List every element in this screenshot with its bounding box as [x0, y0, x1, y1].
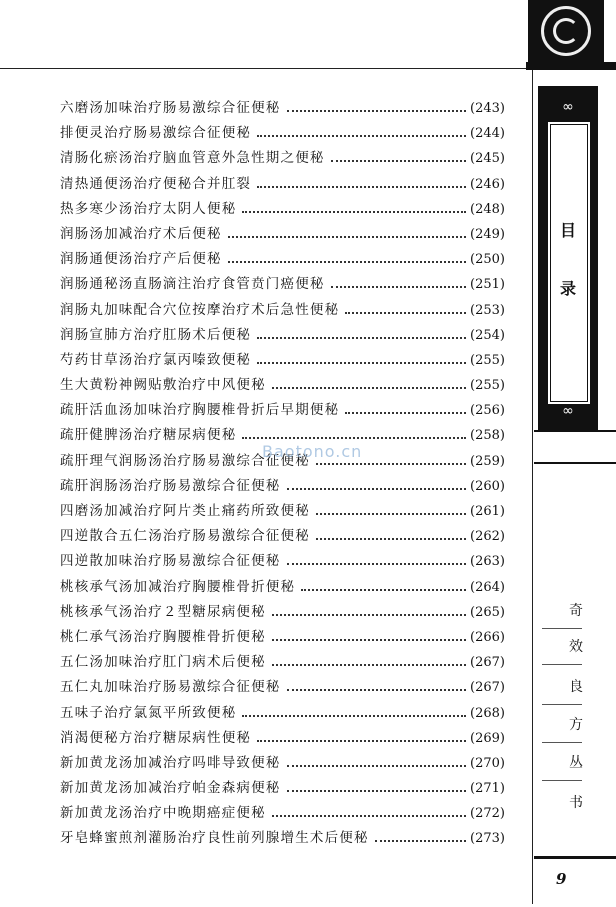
toc-leader-dots: [272, 613, 466, 616]
toc-entry-page: (251): [470, 277, 505, 293]
toc-entry: [60, 323, 505, 348]
series-title-char: 丛: [569, 755, 583, 771]
sidebar-rule-band: [534, 430, 616, 464]
toc-entry: [60, 826, 505, 851]
cloud-ornament-icon: ∞: [562, 99, 574, 115]
header-rule: [0, 68, 526, 69]
toc-entry-page: (255): [470, 378, 505, 394]
toc-entry-page: (255): [470, 352, 505, 368]
toc-entry: [60, 348, 505, 373]
toc-entry-page: (260): [470, 478, 505, 494]
toc-entry-page: (266): [470, 629, 505, 645]
toc-leader-dots: [228, 235, 466, 238]
series-divider: [542, 742, 582, 743]
toc-entry-page: (249): [470, 226, 505, 242]
toc-entry-title: 牙皂蜂蜜煎剂灌肠治疗良性前列腺增生术后便秘: [60, 830, 369, 847]
toc-entry-title: 疏肝理气润肠汤治疗肠易激综合征便秘: [60, 452, 310, 469]
toc-leader-dots: [345, 411, 466, 414]
toc-entry-title: 润肠通秘汤直肠滴注治疗食管贲门癌便秘: [60, 276, 325, 293]
cloud-ornament-icon: ∞: [562, 403, 574, 419]
toc-leader-dots: [316, 462, 466, 465]
toc-entry: [60, 650, 505, 675]
series-divider: [542, 628, 582, 629]
toc-entry: [60, 675, 505, 700]
toc-leader-dots: [375, 839, 466, 842]
toc-entry: [60, 751, 505, 776]
toc-entry: [60, 549, 505, 574]
toc-leader-dots: [331, 285, 466, 288]
toc-leader-dots: [257, 185, 466, 188]
toc-entry-title: 桃仁承气汤治疗胸腰椎骨折便秘: [60, 628, 266, 645]
toc-entry-title: 新加黄龙汤治疗中晚期癌症便秘: [60, 805, 266, 822]
toc-entry: [60, 121, 505, 146]
toc-entry-title: 清热通便汤治疗便秘合并肛裂: [60, 175, 252, 192]
toc-leader-dots: [287, 487, 467, 490]
page-number-box: [534, 856, 616, 907]
toc-leader-dots: [287, 764, 467, 767]
toc-entry-page: (243): [470, 101, 505, 116]
sidebar-divider: [532, 0, 533, 904]
toc-entry-title: 排便灵治疗肠易激综合征便秘: [60, 125, 252, 142]
section-title-char-1: 目: [559, 221, 576, 240]
toc-entry: [60, 474, 505, 499]
toc-entry-page: (246): [470, 176, 505, 192]
toc-entry-title: 六磨汤加味治疗肠易激综合征便秘: [60, 100, 281, 116]
toc-entry: [60, 776, 505, 801]
section-title-char-2: 录: [559, 279, 576, 298]
series-divider: [542, 664, 582, 665]
toc-leader-dots: [345, 311, 466, 314]
series-title-char: 书: [569, 795, 583, 811]
toc-leader-dots: [242, 210, 466, 213]
toc-entry-page: (244): [470, 126, 505, 142]
toc-entry: [60, 247, 505, 272]
toc-entry: [60, 222, 505, 247]
toc-entry-page: (262): [470, 529, 505, 545]
toc-entry: [60, 575, 505, 600]
toc-entry: [60, 625, 505, 650]
toc-entry: [60, 524, 505, 549]
series-title-char: 良: [569, 679, 583, 695]
toc-entry: [60, 197, 505, 222]
toc-entry-page: (256): [470, 403, 505, 419]
toc-entry-page: (261): [470, 504, 505, 519]
toc-entry-title: 润肠丸加味配合穴位按摩治疗术后急性便秘: [60, 301, 340, 318]
toc-leader-dots: [242, 714, 466, 717]
toc-leader-dots: [301, 588, 466, 591]
toc-entry-title: 新加黄龙汤加减治疗帕金森病便秘: [60, 780, 281, 797]
emblem-block: [528, 0, 604, 62]
toc-entry-title: 桃核承气汤治疗２型糖尿病便秘: [60, 603, 266, 620]
watermark: Baotono.cn: [262, 442, 363, 461]
toc-entry-title: 疏肝活血汤加味治疗胸腰椎骨折后早期便秘: [60, 402, 340, 419]
toc-entry-page: (245): [470, 151, 505, 167]
toc-entry-page: (268): [470, 705, 505, 721]
toc-entry-page: (269): [470, 730, 505, 746]
toc-entry-page: (273): [470, 831, 505, 847]
toc-leader-dots: [257, 361, 466, 364]
toc-entry-page: (259): [470, 453, 505, 469]
toc-entry: [60, 726, 505, 751]
toc-entry: [60, 801, 505, 826]
toc-entry-page: (265): [470, 604, 505, 620]
toc-entry-title: 润肠汤加减治疗术后便秘: [60, 225, 222, 242]
toc-entry-page: (272): [470, 806, 505, 822]
toc-entry-page: (258): [470, 428, 505, 444]
toc-entry-title: 五仁丸加味治疗肠易激综合征便秘: [60, 679, 281, 696]
toc-entry-page: (250): [470, 252, 505, 268]
series-title-char: 奇: [569, 603, 583, 619]
series-title-char: 效: [569, 639, 583, 655]
toc-leader-dots: [272, 386, 466, 389]
series-divider: [542, 704, 582, 705]
section-scroll-inner: [548, 122, 590, 404]
swirl-emblem-icon: [541, 6, 591, 56]
toc-leader-dots: [287, 789, 467, 792]
toc-entry: [60, 373, 505, 398]
toc-leader-dots: [316, 512, 466, 515]
toc-entry-page: (253): [470, 302, 505, 318]
toc-entry-page: (248): [470, 201, 505, 217]
toc-leader-dots: [257, 739, 466, 742]
toc-entry-title: 疏肝润肠汤治疗肠易激综合征便秘: [60, 477, 281, 494]
toc-entry: [60, 96, 505, 121]
toc-entry-page: (254): [470, 327, 505, 343]
sidebar-band: [526, 62, 616, 70]
toc-leader-dots: [287, 562, 467, 565]
toc-leader-dots: [272, 663, 466, 666]
toc-leader-dots: [257, 336, 466, 339]
toc-entry-title: 清肠化瘀汤治疗脑血管意外急性期之便秘: [60, 150, 325, 167]
toc-entry-title: 消渴便秘方治疗糖尿病性便秘: [60, 729, 252, 746]
toc-leader-dots: [287, 109, 467, 112]
toc-entry: [60, 298, 505, 323]
toc-entry: [60, 701, 505, 726]
toc-leader-dots: [228, 260, 466, 263]
toc-entry-title: 润肠宣肺方治疗肛肠术后便秘: [60, 326, 252, 343]
toc-entry: [60, 172, 505, 197]
toc-entry-page: (267): [470, 680, 505, 696]
toc-entry-title: 四磨汤加减治疗阿片类止痛药所致便秘: [60, 503, 310, 519]
toc-leader-dots: [272, 814, 466, 817]
toc-entry-title: 芍药甘草汤治疗氯丙嗪致便秘: [60, 351, 252, 368]
toc-entry: [60, 272, 505, 297]
toc-entry-title: 热多寒少汤治疗太阴人便秘: [60, 200, 237, 217]
table-of-contents: [60, 96, 505, 852]
toc-entry-title: 五仁汤加味治疗肛门病术后便秘: [60, 654, 266, 671]
toc-entry-title: 四逆散加味治疗肠易激综合征便秘: [60, 553, 281, 570]
toc-entry-page: (271): [470, 781, 505, 797]
toc-leader-dots: [272, 638, 466, 641]
toc-entry-page: (270): [470, 755, 505, 771]
toc-leader-dots: [331, 159, 466, 162]
toc-entry-title: 新加黄龙汤加减治疗吗啡导致便秘: [60, 754, 281, 771]
series-divider: [542, 780, 582, 781]
toc-entry-page: (263): [470, 554, 505, 570]
toc-entry-title: 四逆散合五仁汤治疗肠易激综合征便秘: [60, 528, 310, 545]
toc-entry-title: 润肠通便汤治疗产后便秘: [60, 251, 222, 268]
toc-leader-dots: [242, 436, 466, 439]
toc-leader-dots: [316, 537, 466, 540]
toc-entry: [60, 146, 505, 171]
toc-entry-page: (267): [470, 655, 505, 671]
toc-entry-page: (264): [470, 579, 505, 595]
toc-entry-title: 桃核承气汤加减治疗胸腰椎骨折便秘: [60, 578, 296, 595]
toc-entry-title: 五味子治疗氯氮平所致便秘: [60, 704, 237, 721]
toc-entry: [60, 600, 505, 625]
page-number: 9: [556, 870, 567, 888]
toc-leader-dots: [257, 134, 466, 137]
toc-entry: [60, 499, 505, 524]
toc-entry: [60, 398, 505, 423]
toc-entry-title: 疏肝健脾汤治疗糖尿病便秘: [60, 427, 237, 444]
series-title-char: 方: [569, 717, 583, 733]
toc-entry-title: 生大黄粉神阙贴敷治疗中风便秘: [60, 377, 266, 394]
toc-leader-dots: [287, 688, 467, 691]
